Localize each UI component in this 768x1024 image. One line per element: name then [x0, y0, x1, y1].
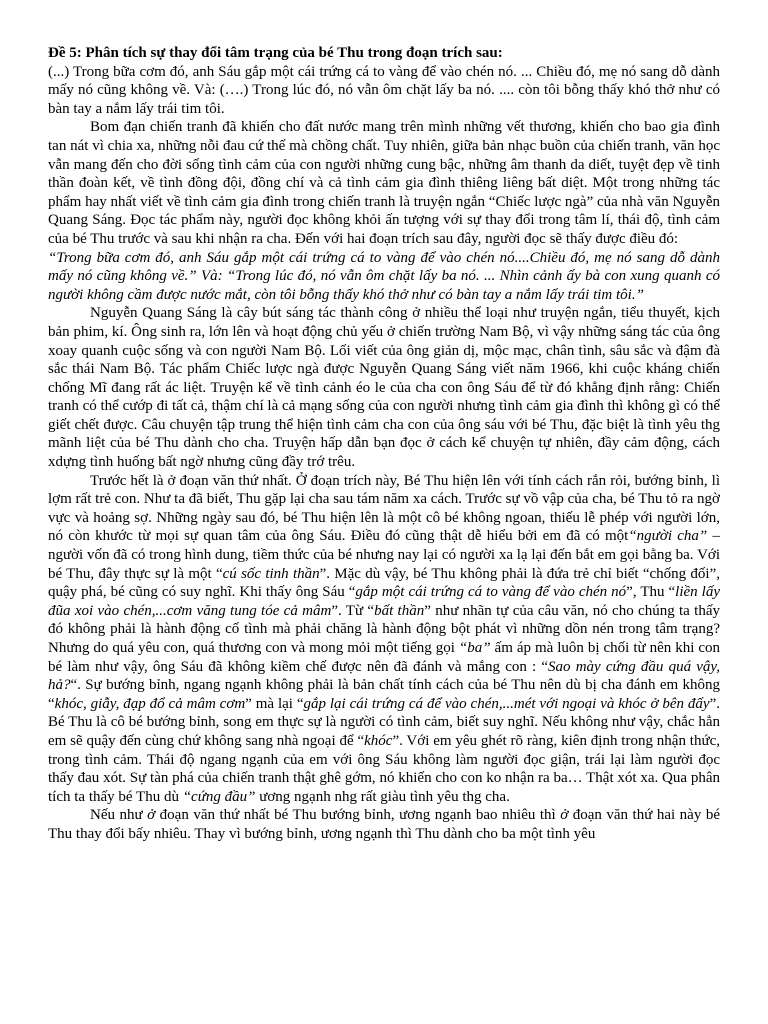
text-run: Trước hết là ở đoạn văn thứ nhất. Ở đoạn trích này, Bé Thu hiện lên với tính cách rắn rỏi, bướng bỉnh, lì lợm rất trẻ con. Như ta đã biết, Thu gặp lại cha sau tám năm xa cách. Trước sự vồ vập của cha, bé Thu tỏ ra ngờ vực và hoảng sợ. Những ngày sau đó, bé Thu hiện lên là một cô bé không ngoan, thiếu lễ phép với người lớn, nó còn khước từ mọi sự quan tâm của ông Sáu. Điều đó cũng thật dễ hiểu bởi em đã có một [48, 472, 720, 545]
essay-title: Đề 5: Phân tích sự thay đổi tâm trạng của bé Thu trong đoạn trích sau: [48, 45, 503, 61]
italic-run: “người cha” [628, 528, 708, 545]
italic-run: “cứng đầu” [182, 788, 256, 805]
excerpt-line: (...) Trong bữa cơm đó, anh Sáu gắp một cái trứng cá to vàng để vào chén nó. ... Chiều đó, mẹ nó sang dỗ dành mấy nó cũng không về. Và: (….) Trong lúc đó, nó vẫn ôm chặt lấy ba nó. .... còn tôi bỗng thấy khó thở như có bàn tay a nắm lấy trái tim tôi. [48, 63, 720, 117]
italic-run: ở [560, 807, 569, 824]
text-run: ương ngạnh nhg rất giàu tình yêu thg cha. [255, 788, 510, 805]
italic-run: gắp một cái trứng cá to vàng để vào chén nó [355, 584, 627, 601]
text-run: ” mà lại “ [245, 695, 304, 712]
text-run: ”, Thu “ [626, 584, 676, 601]
italic-run: bất thần [374, 602, 425, 619]
paragraph-second-excerpt [48, 806, 720, 843]
italic-run: liền lấy đũa xoi vào chén,...cơm văng tung tóe cả mâm [48, 584, 720, 619]
italic-run: khóc, giẫy, đạp đổ cả mâm cơm [54, 695, 246, 712]
paragraph-first-excerpt [48, 472, 720, 807]
text-run: ”. Bé Thu là cô bé bướng bỉnh, song em thực sự là người có tình cảm, biết suy nghĩ. Nếu không như vậy, chắc hẳn em sẽ quậy đến cùng chứ không sang nhà ngoại để “ [48, 695, 720, 749]
text-run: đoạn văn thứ nhất bé Thu bướng bỉnh, ương ngạnh bao nhiêu thì [155, 807, 561, 824]
text-run: đoạn văn thứ hai này bé Thu thay đổi bấy nhiêu. Thay vì bướng bỉnh, ương ngạnh thì Thu dành cho ba một tình yêu [48, 807, 720, 842]
quoted-passage: “Trong bữa cơm đó, anh Sáu gắp một cái trứng cá to vàng để vào chén nó....Chiều đó, mẹ nó sang dỗ dành mấy nó cũng không về.” Và: “Trong lúc đó, nó vẫn ôm chặt lấy ba nó. ... Nhìn cảnh ấy bà con xung quanh có người không cầm được nước mắt, còn tôi bỗng thấy khó thở như có bàn tay a nắm lấy trái tim tôi.” [48, 249, 720, 303]
text-run: ”. Từ “ [331, 602, 375, 619]
text-run: Nếu như [90, 807, 148, 824]
text-run: ấm áp mà luôn bị chối từ nên khi con bé làm như vậy, ông Sáu đã không kiềm chế được nên đã đánh và mắng con : “ [48, 640, 720, 675]
paragraph-author: Nguyễn Quang Sáng là cây bút sáng tác thành công ở nhiều thể loại như truyện ngắn, tiểu thuyết, kịch bản phim, kí. Ông sinh ra, lớn lên và hoạt động chủ yếu ở chiến trường Nam Bộ, vì vậy những sáng tác của ông xoay quanh cuộc sống và con người Nam Bộ. Lối viết của ông giản dị, mộc mạc, chân tình, sâu sắc và đậm đà sắc thái Nam Bộ. Tác phẩm Chiếc lược ngà được Nguyễn Quang Sáng viết năm 1966, khi cuộc kháng chiến chống Mĩ đang rất ác liệt. Truyện kể về tình cảnh éo le của cha con ông Sáu để từ đó khẳng định rằng: Chiến tranh có thể cướp đi tất cả, thậm chí là cả mạng sống của con người nhưng tình cảm gia đình thì không gì có thể giết chết được. Câu chuyện tập trung thể hiện tình cảm cha con của ông sáu với bé Thu, đặc biệt là tình yêu thg mãnh liệt của bé Thu dành cho cha. Truyện hấp dẫn bạn đọc ở cách kể chuyện tự nhiên, đầy cảm động, cách xdựng tình huống bất ngờ nhưng cũng đầy trớ trêu. [48, 305, 720, 471]
italic-run: cú sốc tinh thần [222, 565, 320, 582]
text-run: – người vốn đã có trong hình dung, tiềm thức của bé nhưng nay lại có người xa lạ lại đến bắt em gọi bằng ba. Với bé Thu, đây thực sự là một “ [48, 528, 721, 582]
text-run: ” như nhãn tự của câu văn, nó cho chúng ta thấy đó không phải là hành động cố tình mà phải chăng là hành động bột phát vì những dồn nén trong tâm trạng? Nhưng do quá yêu con, quá thương con và mong mỏi một tiếng gọi [48, 602, 720, 656]
italic-run: “ba” [458, 640, 491, 656]
italic-run: gắp lại cái trứng cá để vào chén,...mét với ngoại và khóc ở bên đấy [303, 695, 710, 712]
text-run: ”. Mặc dù vậy, bé Thu không phải là đứa trẻ chỉ biết “chống đối”, quậy phá, bé cũng có suy nghĩ. Khi thấy ông Sáu “ [48, 565, 720, 601]
paragraph-intro: Bom đạn chiến tranh đã khiến cho đất nước mang trên mình những vết thương, khiến cho bao gia đình tan nát vì chia xa, những nỗi đau cứ thế mà chồng chất. Tuy nhiên, giữa bản nhạc buồn của chiến tranh, văn học vẫn mang đến cho đời sống tình cảm của con người những cung bậc, những âm thanh da diết, tuyệt đẹp về tinh thần đoàn kết, về tình đồng đội, đồng chí và cả tình cảm gia đình thiêng liêng bất diệt. Một trong những tác phẩm hay nhất viết về tình cảm gia đình trong chiến tranh là truyện ngắn “Chiếc lược ngà” của nhà văn Nguyễn Quang Sáng. Đọc tác phẩm này, người đọc không khỏi ấn tượng với sự thay đổi trong tâm lí, thái độ, tình cảm của bé Thu trước và sau khi nhận ra cha. Đến với hai đoạn trích sau đây, người đọc sẽ thấy được điều đó: [48, 119, 720, 247]
italic-run: khóc [364, 732, 393, 749]
italic-run: Sao mày cứng đầu quá vậy, hả? [48, 658, 720, 694]
italic-run: ở [147, 807, 156, 824]
text-run: ”. Với em yêu ghét rõ ràng, kiên định trong nhận thức, trong tình cảm. Thái độ ngang ngạnh của em với ông Sáu không làm người đọc giận, trái lại làm người đọc thấy đau xót. Sự tàn phá của chiến tranh thật ghê gớm, nó khiến cho con ko nhận ra ba… Thật xót xa. Qua phân tích ta thấy bé Thu dù [48, 732, 720, 805]
text-run: “. Sự bướng bỉnh, ngang ngạnh không phải là bản chất tính cách của bé Thu nên dù bị cha đánh em không “ [48, 677, 720, 712]
